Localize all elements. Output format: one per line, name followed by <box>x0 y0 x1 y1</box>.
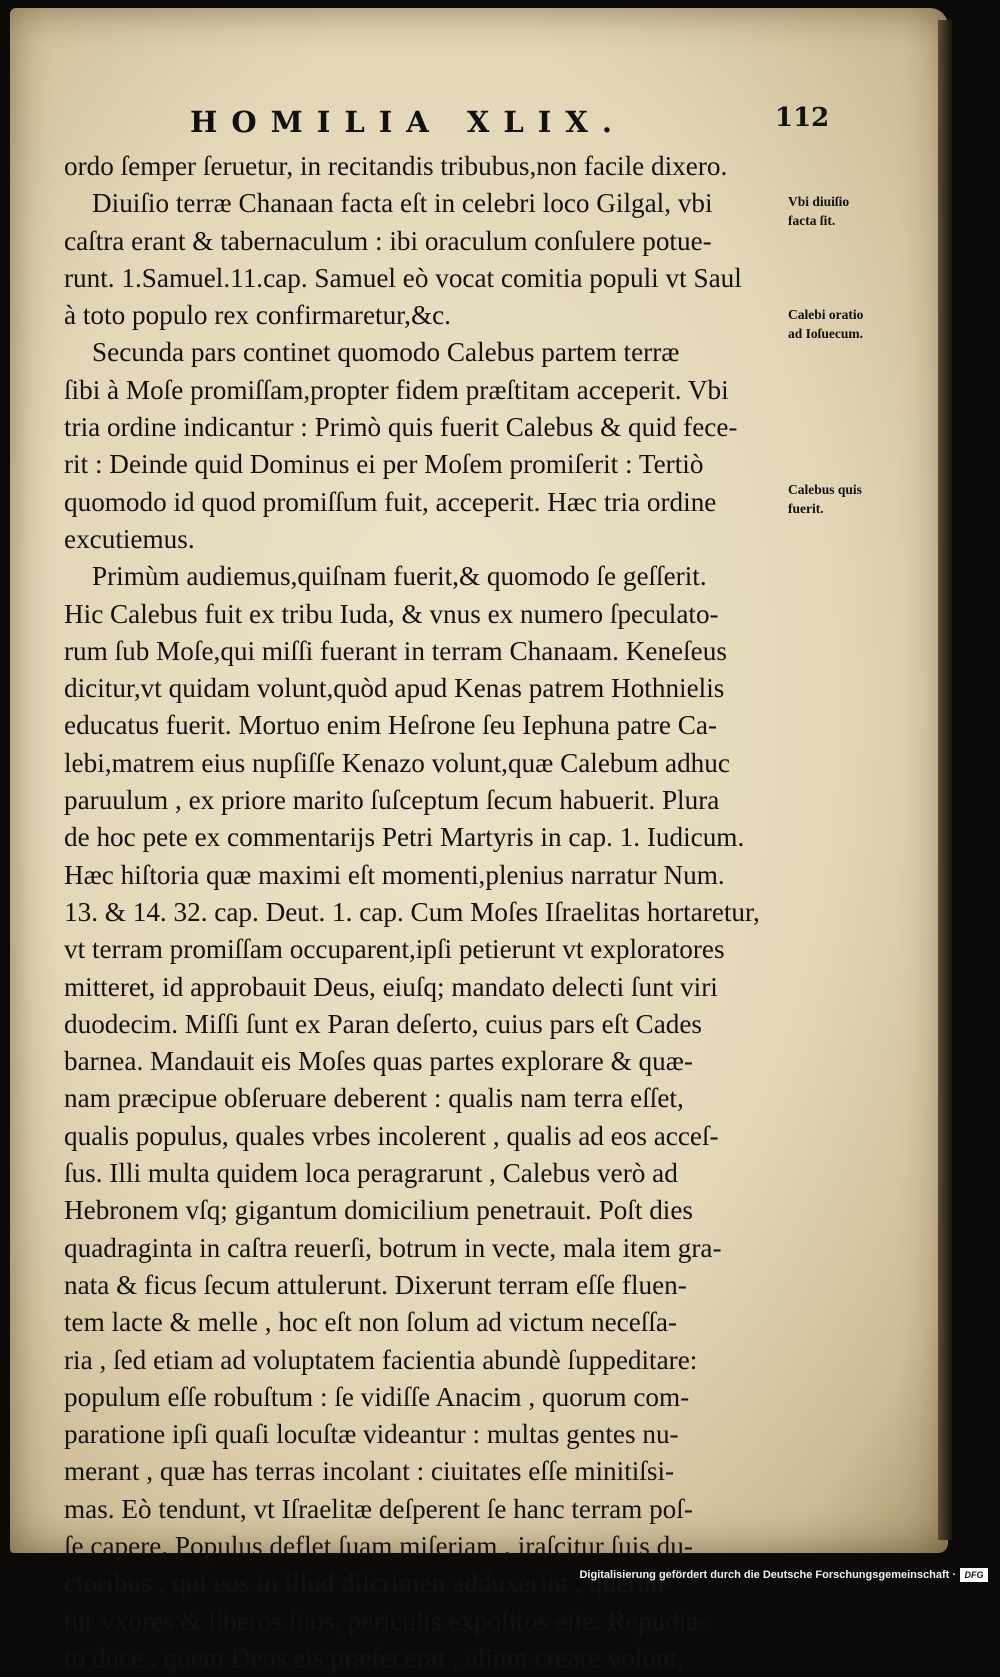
text-line: educatus fuerit. Mortuo enim Heſrone ſeu Iephuna patre Ca- <box>64 710 718 741</box>
text-line: caſtra erant & tabernaculum : ibi oraculum conſulere potue- <box>64 225 712 256</box>
digitization-credit <box>579 1568 988 1582</box>
text-line: duodecim. Miſſi ſunt ex Paran deſerto, cuius pars eſt Cades <box>64 1008 703 1039</box>
text-line: 13. & 14. 32. cap. Deut. 1. cap. Cum Moſes Iſraelitas hortaretur, <box>64 896 760 927</box>
margin-note-division <box>788 192 849 230</box>
margin-note-caleb-speech <box>788 305 863 343</box>
text-line: Diuiſio terræ Chanaan facta eſt in celebri loco Gilgal, vbi <box>92 188 713 219</box>
dfg-logo-icon: DFG <box>960 1568 988 1582</box>
text-line: Hæc hiſtoria quæ maximi eſt momenti,plenius narratur Num. <box>64 859 725 890</box>
margin-note-line: facta ſit. <box>788 213 836 228</box>
credit-text: Digitalisierung gefördert durch die Deutsche Forschungsgemeinschaft · <box>579 1569 956 1581</box>
text-line: to duce , quem Deus eis præfecerat , alium creare volunt, <box>64 1642 684 1673</box>
text-line: paratione ipſi quaſi locuſtæ videantur : multas gentes nu- <box>64 1419 679 1450</box>
text-line: mas. Eò tendunt, vt Iſraelitæ deſperent ſe hanc terram poſ- <box>64 1493 693 1524</box>
text-line: tria ordine indicantur : Primò quis fuerit Calebus & quid fece- <box>64 412 738 443</box>
text-line: runt. 1.Samuel.11.cap. Samuel eò vocat comitia populi vt Saul <box>64 262 742 293</box>
margin-note-line: fuerit. <box>788 501 824 516</box>
text-line: tem lacte & melle , hoc eſt non ſolum ad victum neceſſa- <box>64 1307 678 1338</box>
text-line: ria , ſed etiam ad voluptatem facientia abundè ſuppeditare: <box>64 1344 698 1375</box>
text-line: tur vxores & liberos ſuos, periculis expoſitos eſſe. Repudia- <box>64 1605 708 1636</box>
text-line: Hic Calebus fuit ex tribu Iuda, & vnus ex numero ſpeculato- <box>64 598 719 629</box>
text-line: barnea. Mandauit eis Moſes quas partes explorare & quæ- <box>64 1046 693 1077</box>
text-line: de hoc pete ex commentarijs Petri Martyris in cap. 1. Iudicum. <box>64 822 745 853</box>
text-line: populum eſſe robuſtum : ſe vidiſſe Anacim , quorum com- <box>64 1381 690 1412</box>
text-line: merant , quæ has terras incolant : ciuitates eſſe minitiſsi- <box>64 1456 675 1487</box>
margin-note-line: Vbi diuiſio <box>788 194 850 209</box>
text-line: quomodo id quod promiſſum fuit, acceperit. Hæc tria ordine <box>64 486 717 517</box>
text-line: paruulum , ex priore marito ſuſceptum ſecum habuerit. Plura <box>64 785 720 816</box>
text-line: qualis populus, quales vrbes incolerent , qualis ad eos acceſ- <box>64 1120 719 1151</box>
text-line: quadraginta in caſtra reuerſi, botrum in vecte, mala item gra- <box>64 1232 722 1263</box>
text-line: Hebronem vſq; gigantum domicilium penetrauit. Poſt dies <box>64 1195 693 1226</box>
text-line: lebi,matrem eius nupſiſſe Kenazo volunt,quæ Calebum adhuc <box>64 747 730 778</box>
margin-note-line: Calebi oratio <box>788 307 864 322</box>
page-edge <box>938 20 952 1540</box>
margin-note-line: ad Ioſuecum. <box>788 326 864 341</box>
running-head: HOMILIA XLIX. <box>190 105 626 139</box>
text-line: excutiemus. <box>64 523 195 554</box>
text-line: Secunda pars continet quomodo Calebus partem terræ <box>92 337 680 368</box>
text-line: mitteret, id approbauit Deus, eiuſq; mandato delecti ſunt viri <box>64 971 718 1002</box>
text-line: à toto populo rex confirmaretur,&c. <box>64 300 451 331</box>
text-line: ſus. Illi multa quidem loca peragrarunt , Calebus verò ad <box>64 1158 678 1189</box>
text-line: Primùm audiemus,quiſnam fuerit,& quomodo ſe geſſerit. <box>92 561 707 592</box>
margin-note-who-caleb <box>788 480 862 518</box>
text-line: rum ſub Moſe,qui miſſi fuerant in terram Chanaam. Keneſeus <box>64 635 727 666</box>
text-line: dicitur,vt quidam volunt,quòd apud Kenas patrem Hothnielis <box>64 673 725 704</box>
body-text <box>64 148 764 1677</box>
text-line: nam præcipue obſeruare deberent : qualis nam terra eſſet, <box>64 1083 684 1114</box>
text-line: vt terram promiſſam occuparent,ipſi petierunt vt exploratores <box>64 934 725 965</box>
folio-number: 112 <box>775 103 830 133</box>
text-line: ſe capere. Populus deflet ſuam miſeriam , iraſcitur ſuis du- <box>64 1530 693 1561</box>
text-line: rit : Deinde quid Dominus ei per Moſem promiſerit : Tertiò <box>64 449 704 480</box>
text-line: ctoribus , qui eos in illud diſcrimen adduxerint , querun- <box>64 1568 674 1599</box>
text-line: ſibi à Moſe promiſſam,propter fidem præſtitam acceperit. Vbi <box>64 374 729 405</box>
text-line: ordo ſemper ſeruetur, in recitandis tribubus,non facile dixero. <box>64 151 728 181</box>
text-line: nata & ficus ſecum attulerunt. Dixerunt terram eſſe fluen- <box>64 1269 687 1300</box>
margin-note-line: Calebus quis <box>788 482 862 497</box>
